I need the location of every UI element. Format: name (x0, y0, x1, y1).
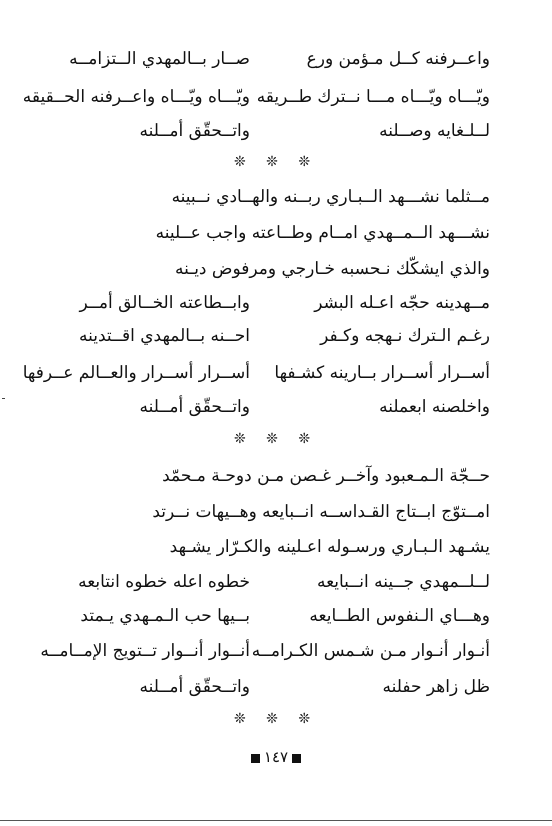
verse-right: أنـوار أنـوار مـن شـمس الكـرامــه (251, 641, 490, 661)
verse-left: وابــطاعته الخــالق أمــر (79, 293, 250, 313)
verse-right: رغـم الـترك نـهجه وكـفر (320, 326, 490, 346)
verse-full: نشـــهد الــمــهدي امــام وطــاعته واجب عــلينه (155, 223, 490, 243)
square-ornament-icon (292, 754, 301, 763)
verse-left: صــار بــالمهدي الــتزامــه (69, 49, 250, 69)
stanza-separator: ❊ ❊ ❊ (233, 154, 319, 170)
verse-right: أســرار أســرار بــارينه كشـفها (274, 363, 490, 383)
verse-right: واعــرفنه كــل مـؤمن ورع (306, 49, 490, 69)
bottom-rule (0, 820, 552, 821)
verse-full: مــثلما نشـــهد الــبـاري ربــنه والهــادي نــبينه (171, 187, 490, 207)
verse-right: وهـــاي الـنفوس الطــايعه (309, 606, 490, 626)
verse-right: لــلــمهدي جــينه انــبايعه (316, 572, 490, 592)
scan-mark (2, 398, 5, 399)
verse-left: احــنه بــالمهدي اقــتدينه (78, 326, 250, 346)
verse-right: ظل زاهر حفلنه (382, 677, 490, 697)
page-number (0, 748, 552, 766)
verse-left: خطوه اعله خطوه انتابعه (78, 572, 250, 592)
verse-right: لــلـغايه وصــلنه (379, 121, 490, 141)
verse-left: ويّـــاه ويّـــاه واعــرفنه الحــقيقه (22, 87, 250, 107)
verse-left: أســرار أســرار والعــالم عــرفها (22, 363, 250, 383)
verse-full: يشـهد الـبـاري ورسـوله اعـلينه والكـرّار يشـهد (169, 537, 490, 557)
verse-right: مــهدينه حجّه اعـله البشر (314, 293, 490, 313)
verse-full: والذي ايشكّك نـحسبه خـارجي ومرفوض ديـنه (174, 259, 490, 279)
verse-left: واتــحقّق أمــلنه (139, 397, 250, 417)
verse-left: واتــحقّق أمــلنه (139, 121, 250, 141)
stanza-separator: ❊ ❊ ❊ (233, 711, 319, 727)
stanza-separator: ❊ ❊ ❊ (233, 431, 319, 447)
verse-left: أنــوار أنــوار تــتويج الإمــامــه (40, 641, 250, 661)
page-number-text: ١٤٧ (263, 748, 289, 766)
verse-full: امــتوّج ابــتاج القـداســه انــبايعه وهــيهات نــرتد (152, 502, 490, 522)
square-ornament-icon (251, 754, 260, 763)
verse-left: واتــحقّق أمــلنه (139, 677, 250, 697)
verse-right: واخلصنه ابعملنه (379, 397, 490, 417)
verse-left: بــيها حب الـمـهدي يـمتد (80, 606, 250, 626)
verse-full: حــجّة الـمـعبود وآخــر غـصن مـن دوحـة مـحمّد (162, 466, 490, 486)
verse-right: ويّـــاه ويّـــاه مـــا نــترك طــريقه (256, 87, 490, 107)
